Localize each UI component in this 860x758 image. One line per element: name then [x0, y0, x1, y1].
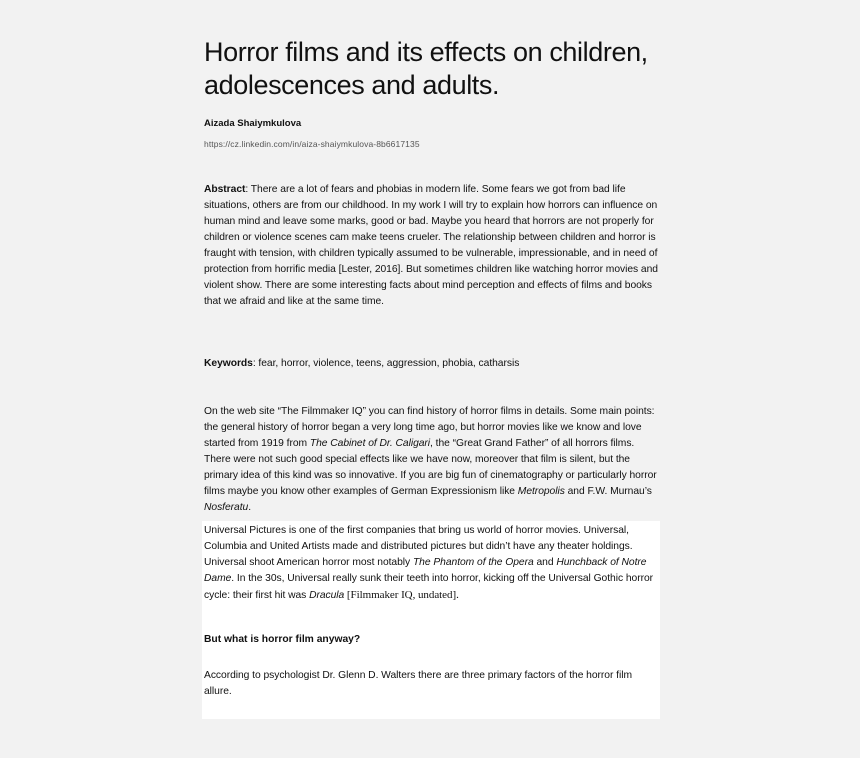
factors-paragraph — [204, 668, 660, 700]
universal-text-3: . In the 30s, Universal really sunk their teeth into horror, kicking off the Universal Gothic horror cycle: their first hit was — [204, 573, 654, 601]
intro-text-4: . — [248, 502, 252, 513]
film-title-metropolis: Metropolis — [517, 486, 565, 497]
citation: [Filmmaker IQ, undated] — [344, 589, 457, 601]
film-title-dracula: Dracula — [309, 590, 345, 601]
paper-title: Horror films and its effects on children, adolescences and adults. — [204, 37, 648, 100]
keywords-paragraph — [204, 356, 660, 372]
intro-text-3: and F.W. Murnau’s — [564, 486, 652, 497]
intro-text-2: , the “Great Grand Father” of all horrors films. There were not such good special effects like we have now, moreover that film is silent, but the primary idea of this kind was so innovative. If you are big fun of cinematography or particularly horror films maybe you know other examples of German Expressionism like — [204, 438, 657, 497]
universal-text-4: . — [456, 589, 459, 601]
universal-text-1: Universal Pictures is one of the first companies that bring us world of horror movies. Universal, Columbia and United Artists made and distributed pictures but didn’t have any theater holdings. Universal shoot American horror most notably — [204, 525, 633, 568]
film-title-hunchback: Hunchback of Notre Dame — [204, 557, 647, 584]
universal-paragraph — [204, 523, 660, 604]
abstract-label: Abstract — [204, 184, 246, 195]
intro-paragraph — [204, 404, 660, 516]
profile-link[interactable]: https://cz.linkedin.com/in/aiza-shaiymkulova-8b6617135 — [204, 139, 420, 149]
universal-text-2: and — [533, 557, 557, 568]
section-heading: But what is horror film anyway? — [204, 634, 361, 645]
abstract-text: : There are a lot of fears and phobias in modern life. Some fears we got from bad life situations, others are from our childhood. In my work I will try to explain how horrors can influence on human mind and leave some marks, good or bad. Maybe you heard that horrors are not properly for children or violence scenes cam make teens crueler. The relationship between children and horror is fraught with tension, with children typically assumed to be vulnerable, impressionable, and in need of protection from horrific media [Lester, 2016]. But sometimes children like watching horror movies and violent show. There are some interesting facts about mind perception and effects of films and books that we afraid and like at the same time. — [204, 184, 658, 307]
film-title-phantom: The Phantom of the Opera — [412, 557, 534, 568]
author-name: Aizada Shaiymkulova — [204, 118, 302, 129]
film-title-nosferatu: Nosferatu — [204, 502, 249, 513]
abstract-paragraph — [204, 182, 660, 310]
keywords-label: Keywords — [204, 358, 253, 369]
factors-text: According to psychologist Dr. Glenn D. Walters there are three primary factors of the horror film allure. — [204, 670, 632, 697]
intro-text-1: On the web site “The Filmmaker IQ” you can find history of horror films in details. Some main points: the general history of horror began a very long time ago, but horror movies like we know and love started from 1919 from — [204, 406, 655, 449]
keywords-text: : fear, horror, violence, teens, aggression, phobia, catharsis — [252, 358, 520, 369]
film-title-caligari: The Cabinet of Dr. Caligari — [309, 438, 431, 449]
